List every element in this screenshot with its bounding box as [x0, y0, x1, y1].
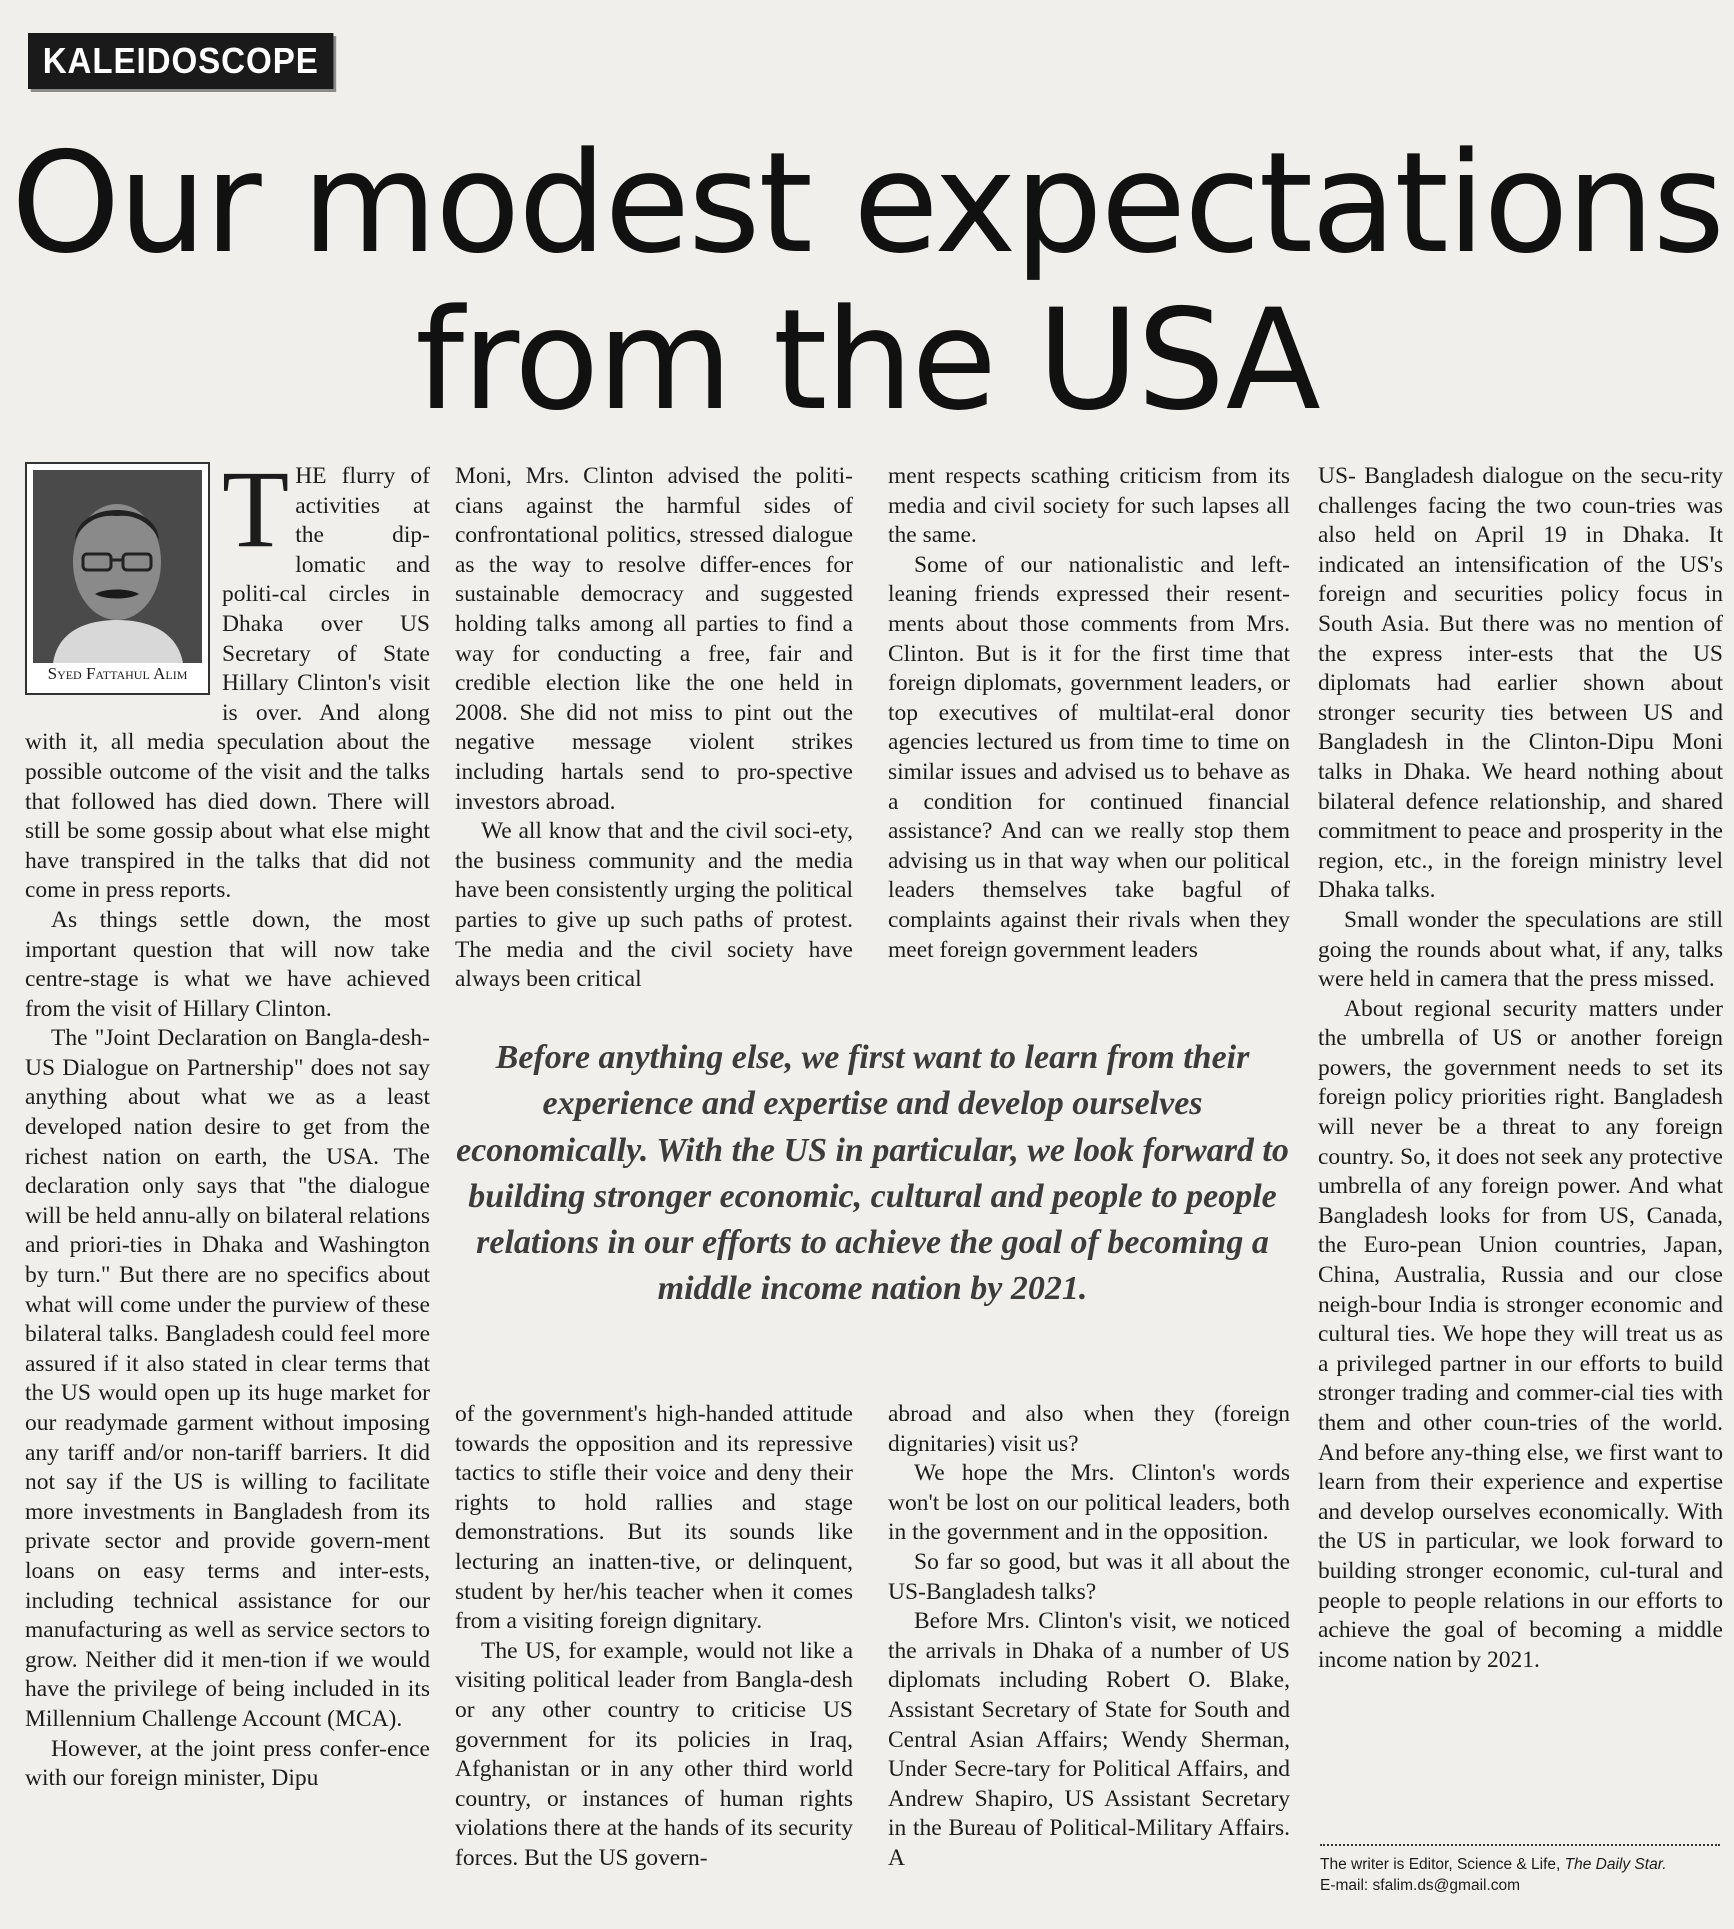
paragraph: We all know that and the civil soci-ety, the business community and the media have been consistently urging the political parties to give up such paths of protest. The media and the civil society have always been critical — [455, 818, 853, 993]
section-tag: KALEIDOSCOPE — [28, 33, 333, 89]
paragraph: of the government's high-handed attitude towards the opposition and its repressive tactics to stifle their voice and deny their rights to hold rallies and stage demonstrations. But its sounds like lecturing an inatten-tive, or delinquent, student by her/his teacher when it comes from a visiting foreign dignitary. — [455, 1401, 853, 1635]
paragraph: US- Bangladesh dialogue on the secu-rity challenges facing the two coun-tries was also held on April 19 in Dhaka. It indicated an intensification of the US's foreign and securities policy focus in South Asia. But there was no mention of the express inter-ests that the US diplomats had earlier shown about stronger security ties between US and Bangladesh in the Clinton-Dipu Moni talks in Dhaka. We heard nothing about bilateral defence relationship, and shared commitment to peace and prosperity in the region, etc., in the foreign ministry level Dhaka talks. — [1318, 463, 1723, 904]
publication-name: The Daily Star. — [1564, 1856, 1667, 1873]
column-3-bottom — [888, 1400, 1290, 1874]
paragraph: About regional security matters under the umbrella of US or another foreign powers, the government needs to set its foreign policy priorities right. Bangladesh will never be a threat to any foreign country. So, it does not seek any protective umbrella of any foreign power. And what Bangladesh looks for from US, Canada, the Euro-pean Union countries, Japan, China, Australia, Russia and our close neigh-bour India is stronger economic and cultural ties. We hope they will treat us as a privileged partner in our efforts to build stronger trading and commer-cial ties with them and other coun-tries of the world. And before any-thing else, we first want to learn from their experience and expertise and develop ourselves economically. With the US in particular, we look forward to building stronger economic, cul-tural and people to people relations in our efforts to achieve the goal of becoming a middle income nation by 2021. — [1318, 995, 1723, 1673]
drop-cap: T — [222, 448, 290, 570]
paragraph: Small wonder the speculations are still going the rounds about what, if any, talks were held in camera that the press missed. — [1318, 906, 1723, 993]
author-name: Syed Fattahul Alim — [47, 664, 188, 684]
paragraph: We hope the Mrs. Clinton's words won't be lost on our political leaders, both in the government and in the opposition. — [888, 1460, 1290, 1546]
column-4 — [1318, 462, 1723, 1675]
writer-credit: The writer is Editor, Science & Life, The Daily Star. — [1320, 1856, 1667, 1873]
writer-note — [1320, 1854, 1730, 1896]
author-photo — [25, 462, 210, 695]
paragraph: HE flurry of activities at the dip-lomatic and politi-cal circles in Dhaka over US Secretary of State Hillary Clinton's visit is over. And along with it, all media speculation about the possible outcome of the visit and the talks that followed has died down. There will still be some gossip about what else might have transpired in the talks that did not come in press reports. — [25, 463, 430, 904]
writer-email[interactable]: E-mail: sfalim.ds@gmail.com — [1320, 1877, 1521, 1894]
paragraph: Before Mrs. Clinton's visit, we noticed the arrivals in Dhaka of a number of US diplomats including Robert O. Blake, Assistant Secretary of State for South and Central Asian Affairs; Wendy Sherman, Under Secre-tary for Political Affairs, and Andrew Shapiro, US Assistant Secretary in the Bureau of Political-Military Affairs. A — [888, 1608, 1290, 1871]
pull-quote: Before anything else, we first want to learn from their experience and expertise and develop ourselves economically. With the US in particular, we look forward to building stronger economic, cultural and people to people relations in our efforts to achieve the goal of becoming a middle income nation by 2021. — [456, 1039, 1289, 1308]
paragraph: The "Joint Declaration on Bangla-desh-US Dialogue on Partnership" does not say anything about what we as a least developed nation desire to get from the richest nation on earth, the USA. The declaration only says that "the dialogue will be held annu-ally on bilateral relations and priori-ties in Dhaka and Washington by turn." But there are no specifics about what will come under the purview of these bilateral talks. Bangladesh could feel more assured if it also stated in clear terms that the US would open up its huge market for our readymade garment without imposing any tariff and/or non-tariff barriers. It did not say if the US is willing to facilitate more investments in Bangladesh from its private sector and provide govern-ment loans on easy terms and inter-ests, including technical assistance for our manufacturing as well as service sectors to grow. Neither did it men-tion if we would have the privilege of being included in its Millennium Challenge Account (MCA). — [25, 1025, 430, 1732]
paragraph: abroad and also when they (foreign dignitaries) visit us? — [888, 1401, 1290, 1457]
column-2-top — [455, 462, 853, 995]
column-2-bottom — [455, 1400, 853, 1874]
paragraph: ment respects scathing criticism from its media and civil society for such lapses all the same. — [888, 463, 1290, 549]
divider — [1320, 1844, 1720, 1846]
column-1 — [25, 448, 430, 1794]
paragraph: As things settle down, the most important question that will now take centre-stage is what we have achieved from the visit of Hillary Clinton. — [25, 906, 430, 1022]
column-3-top — [888, 462, 1290, 965]
paragraph: The US, for example, would not like a visiting political leader from Bangla-desh or any other country to criticise US government for its policies in Iraq, Afghanistan or in any other third world country, or instances of human rights violations there at the hands of its security forces. But the US govern- — [455, 1637, 853, 1871]
paragraph: Some of our nationalistic and left-leaning friends expressed their resent-ments about those comments from Mrs. Clinton. But is it for the first time that foreign diplomats, government leaders, or top executives of multilat-eral donor agencies lectured us from time to time on similar issues and advised us to behave as a condition for continued financial assistance? And can we really stop them advising us in that way when our political leaders themselves take bagful of complaints against their rivals when they meet foreign government leaders — [888, 551, 1290, 963]
paragraph: So far so good, but was it all about the US-Bangladesh talks? — [888, 1548, 1290, 1605]
paragraph: Moni, Mrs. Clinton advised the politi-cians against the harmful sides of confrontational politics, stressed dialogue as the way to resolve differ-ences for sustainable democracy and suggested holding talks among all parties to find a way for conducting a free, fair and credible election like the one held in 2008. She did not miss to pint out the negative message violent strikes including hartals send to pro-spective investors abroad. — [455, 463, 853, 815]
author-portrait-icon — [33, 470, 202, 663]
paragraph: However, at the joint press confer-ence with our foreign minister, Dipu — [25, 1735, 430, 1792]
headline: Our modest expectations from the USA — [11, 122, 1723, 441]
